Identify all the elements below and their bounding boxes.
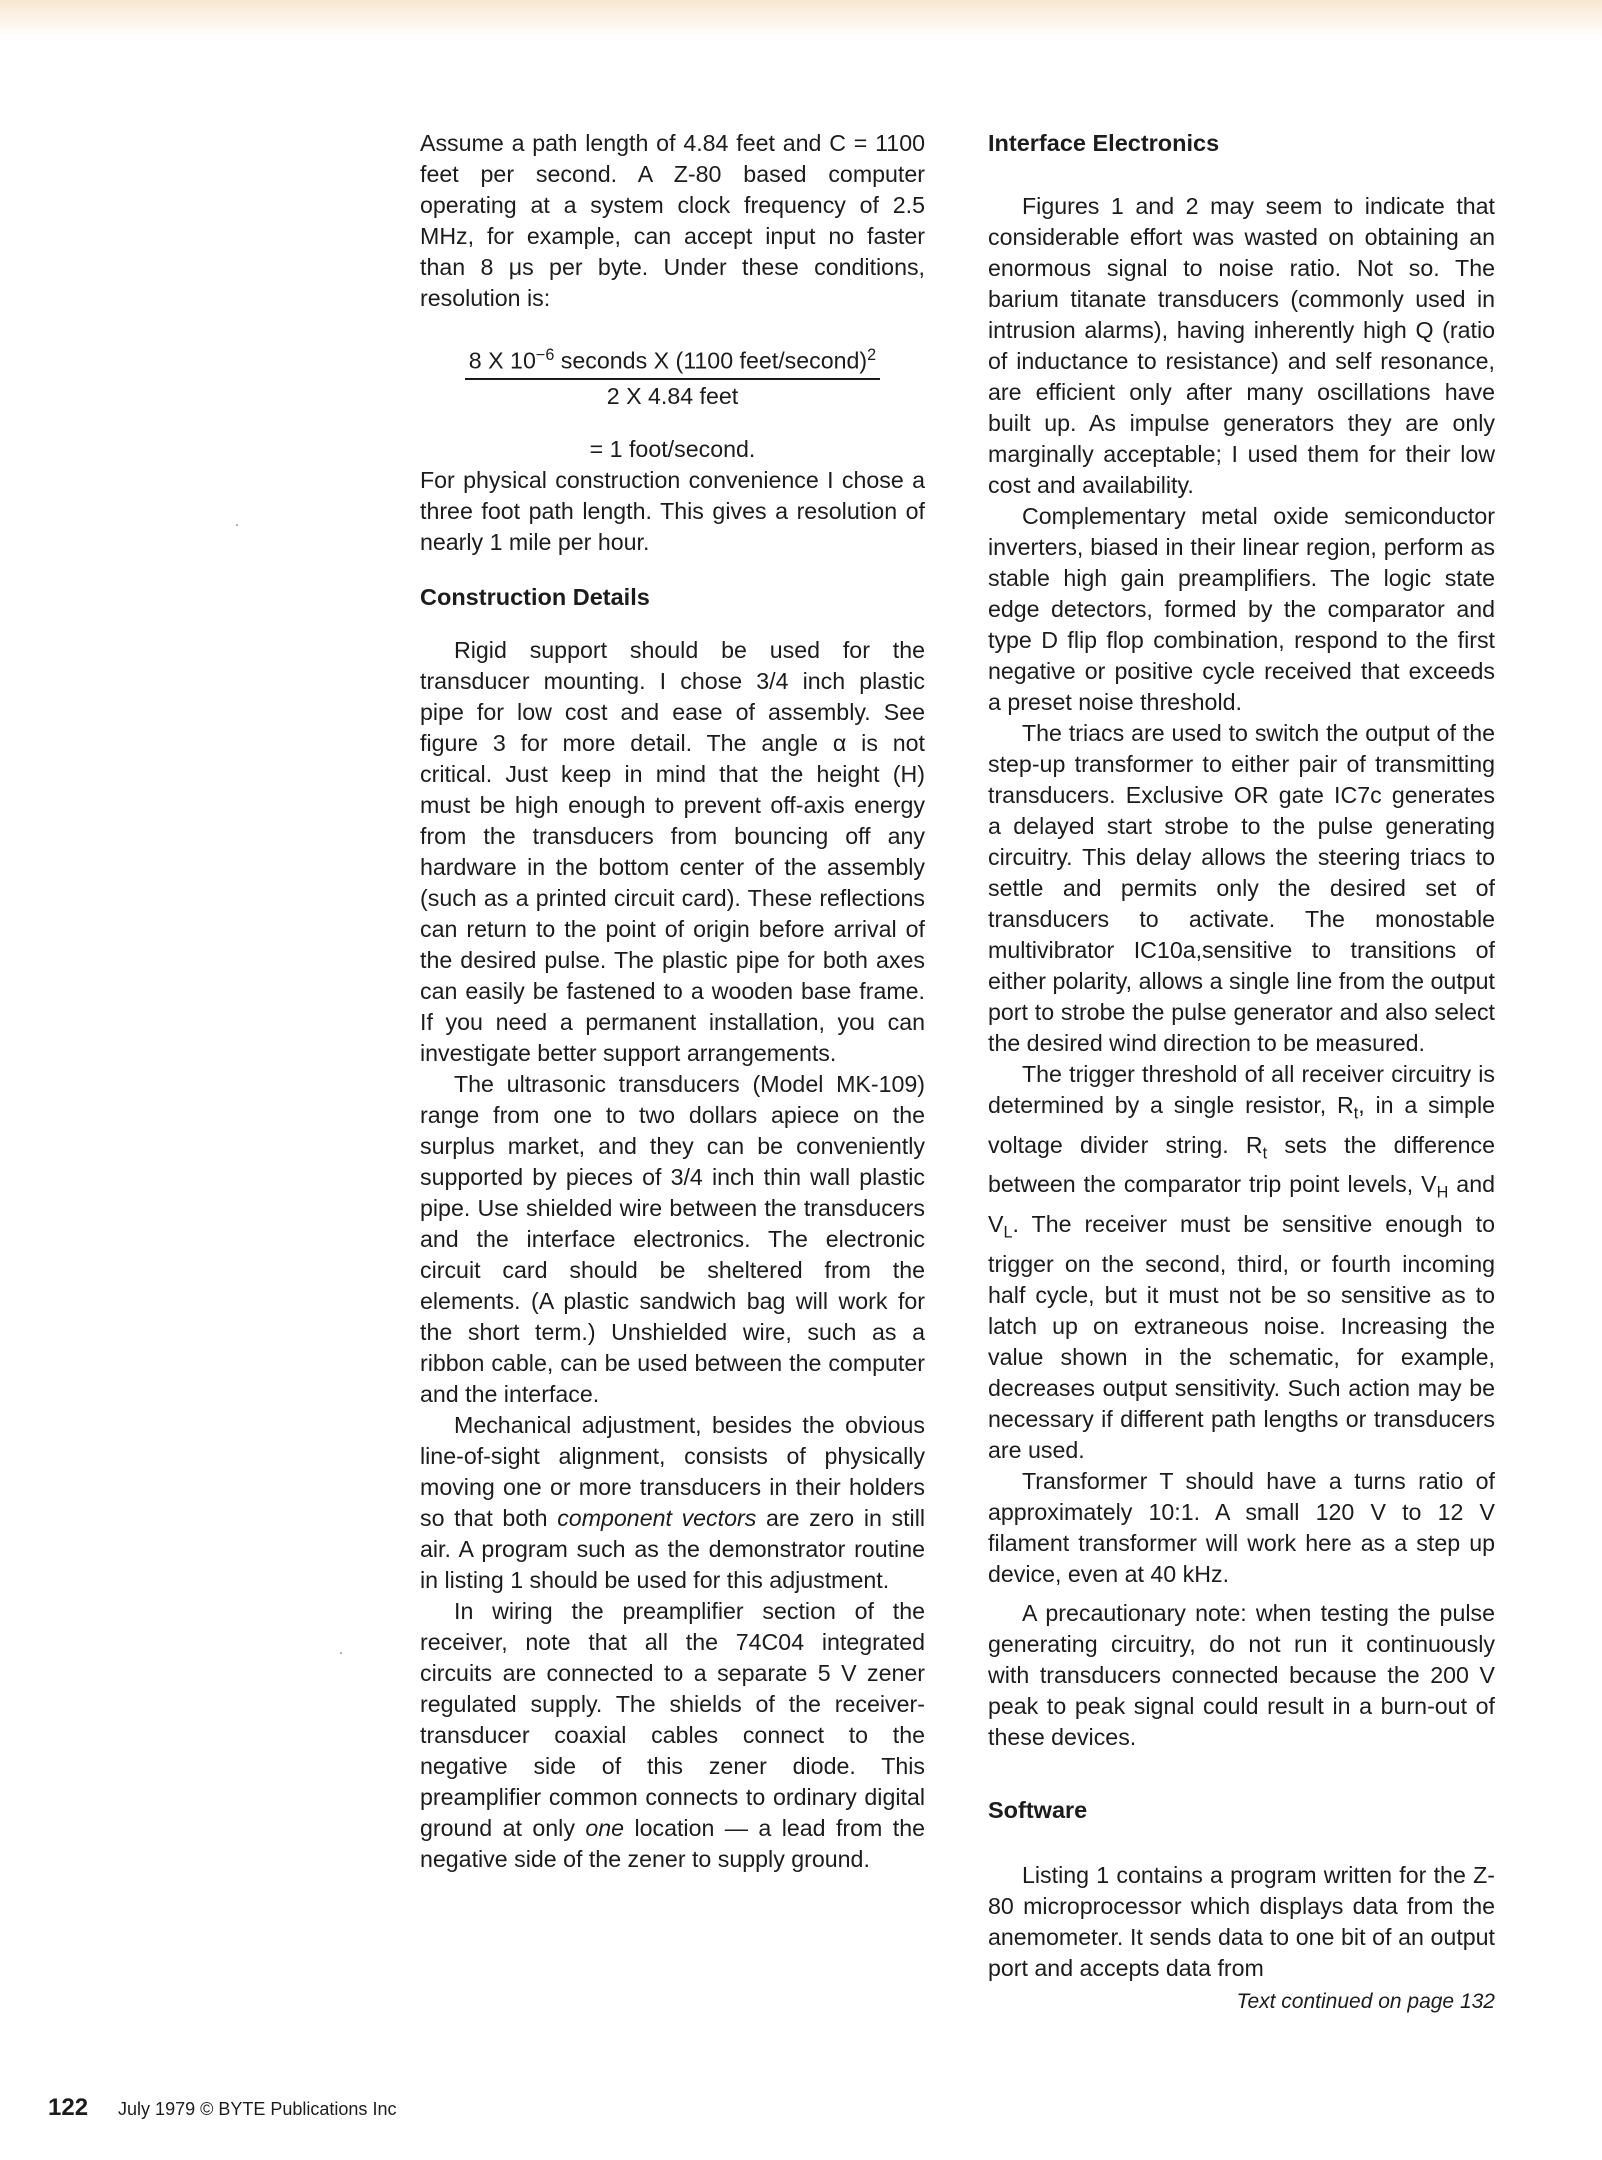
- software-heading: Software: [988, 1796, 1088, 1823]
- transformer-paragraph: Transformer T should have a turns ratio of approximately 10:1. A small 120 V to 12 V filament transformer will work here as a step up device, even at 40 kHz.: [988, 1467, 1495, 1587]
- listing-paragraph: Listing 1 contains a program written for the Z-80 microprocessor which displays data from the anemometer. It sends data to one bit of an output port and accepts data from: [988, 1861, 1495, 1981]
- page-footer: [48, 2094, 396, 2122]
- formula-fraction: [465, 340, 880, 412]
- page-number: 122: [48, 2094, 89, 2121]
- resolution-formula: [420, 340, 925, 412]
- formula-numerator: 8 X $10^{-6}$ seconds X (1100 feet/second)$^2$: [465, 340, 880, 380]
- rigid-support-paragraph: Rigid support should be used for the transducer mounting. I chose 3/4 inch plastic pipe for low cost and ease of assembly. See figure 3 for more detail. The angle α is not critical. Just keep in mind that the height (H) must be high enough to prevent off-axis energy from the transducers from bouncing off any hardware in the bottom center of the assembly (such as a printed circuit card). These reflections can return to the point of origin before arrival of the desired pulse. The plastic pipe for both axes can easily be fastened to a wooden base frame. If you need a permanent installation, you can investigate better support arrangements.: [420, 636, 925, 1066]
- mechanical-adjustment-paragraph: Mechanical adjustment, besides the obvious line-of-sight alignment, consists of physically moving one or more transducers in their holders so that both component vectors are zero in still air. A program such as the demonstrator routine in listing 1 should be used for this adjustment.: [420, 1411, 926, 1593]
- cmos-inverters-paragraph: Complementary metal oxide semiconductor inverters, biased in their linear region, perform as stable high gain preamplifiers. The logic state edge detectors, formed by the comparator and type D flip flop combination, respond to the first negative or positive cycle received that exceeds a preset noise threshold.: [988, 503, 1495, 715]
- figures-paragraph: Figures 1 and 2 may seem to indicate that considerable effort was wasted on obtaining an enormous signal to noise ratio. Not so. The barium titanate transducers (commonly used in intrusion alarms), having inherently high Q (ratio of inductance to resistance) and self resonance, are efficient only after many oscillations have built up. As impulse generators they are only marginally acceptable; I used them for their low cost and availability.: [988, 193, 1495, 498]
- scan-speck: [340, 1652, 342, 1654]
- scan-speck: [236, 524, 238, 526]
- publication-credit: July 1979 © BYTE Publications Inc: [118, 2099, 397, 2119]
- interface-electronics-heading: Interface Electronics: [988, 130, 1220, 156]
- triacs-paragraph: The triacs are used to switch the output of the step-up transformer to either pair of transmitting transducers. Exclusive OR gate IC7c generates a delayed start strobe to the pulse generating circuitry. This delay allows the steering triacs to settle and permits only the desired set of transducers to activate. The monostable multivibrator IC10a,sensitive to transitions of either polarity, allows a single line from the output port to strobe the pulse generator and also select the desired wind direction to be measured.: [988, 720, 1495, 1056]
- formula-denominator: 2 X 4.84 feet: [606, 382, 739, 409]
- construction-details-heading: Construction Details: [420, 583, 650, 610]
- precaution-paragraph: A precautionary note: when testing the pulse generating circuitry, do not run it continuously with transducers connected because the 200 V peak to peak signal could result in a burn-out of these devices.: [988, 1599, 1495, 1750]
- ultrasonic-transducers-paragraph: The ultrasonic transducers (Model MK-109) range from one to two dollars apiece on the surplus market, and they can be conveniently supported by pieces of 3/4 inch thin wall plastic pipe. Use shielded wire between the transducers and the interface electronics. The electronic circuit card should be sheltered from the elements. (A plastic sandwich bag will work for the short term.) Unshielded wire, such as a ribbon cable, can be used between the computer and the interface.: [420, 1070, 925, 1407]
- intro-paragraph: Assume a path length of 4.84 feet and C = 1100 feet per second. A Z-80 based computer operating at a system clock frequency of 2.5 MHz, for example, can accept input no faster than 8 μs per byte. Under these conditions, resolution is:: [420, 130, 925, 311]
- scan-edge: [0, 0, 1602, 40]
- left-column: [420, 128, 925, 1875]
- formula-result: = 1 foot/second.: [589, 435, 756, 462]
- trigger-threshold-paragraph: The trigger threshold of all receiver circuitry is determined by a single resistor, $R_t$, in a simple voltage divider string. $R_t$ sets the difference between the comparator trip point levels, $V_H$ and $V_L$. The receiver must be sensitive enough to trigger on the second, third, or fourth incoming half cycle, but it must not be so sensitive as to latch up on extraneous noise. Increasing the value shown in the schematic, for example, decreases output sensitivity. Such action may be necessary if different path lengths or transducers are used.: [988, 1061, 1495, 1463]
- physical-construction-paragraph: For physical construction convenience I chose a three foot path length. This gives a resolution of nearly 1 mile per hour.: [420, 466, 925, 555]
- preamplifier-wiring-paragraph: In wiring the preamplifier section of the receiver, note that all the 74C04 integrated circuits are connected to a separate 5 V zener regulated supply. The shields of the receiver-transducer coaxial cables connect to the negative side of this zener diode. This preamplifier common connects to ordinary digital ground at only one location — a lead from the negative side of the zener to supply ground.: [420, 1597, 926, 1872]
- continued-note: Text continued on page 132: [1236, 1989, 1495, 2013]
- right-column: [988, 128, 1495, 2017]
